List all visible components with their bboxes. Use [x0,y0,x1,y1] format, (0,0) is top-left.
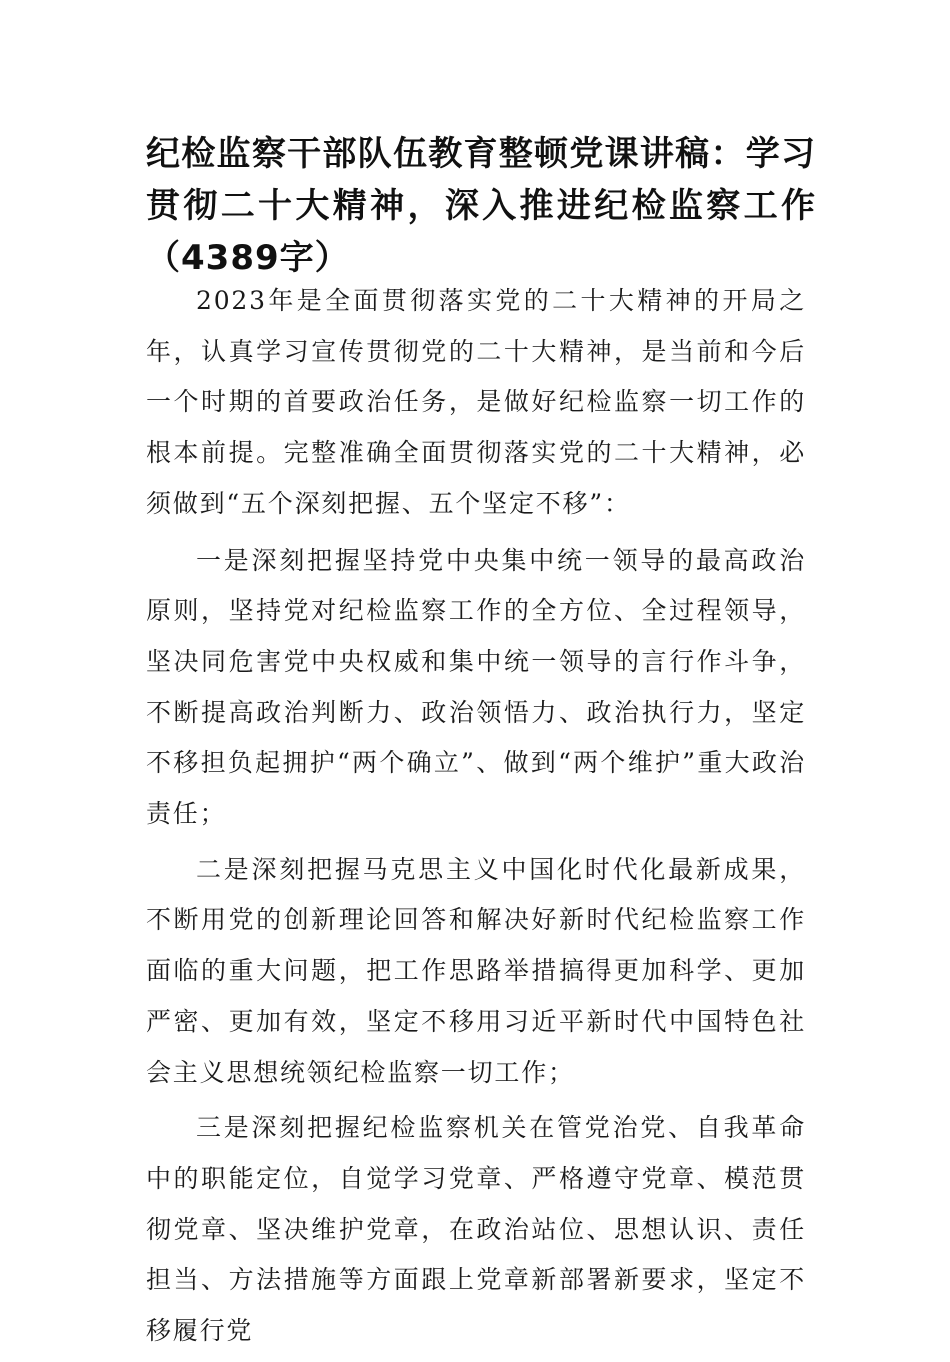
paragraph-point-one: 一是深刻把握坚持党中央集中统一领导的最高政治原则，坚持党对纪检监察工作的全方位、全过程领导，坚决同危害党中央权威和集中统一领导的言行作斗争，不断提高政治判断力、政治领悟力、政治执行力，坚定不移担负起拥护“两个确立”、做到“两个维护”重大政治责任； [146,545,806,829]
paragraph-point-two: 二是深刻把握马克思主义中国化时代化最新成果，不断用党的创新理论回答和解决好新时代纪检监察工作面临的重大问题，把工作思路举措搞得更加科学、更加严密、更加有效，坚定不移用习近平新时代中国特色社会主义思想统领纪检监察一切工作； [146,854,806,1087]
paragraph-point-three: 三是深刻把握纪检监察机关在管党治党、自我革命中的职能定位，自觉学习党章、严格遵守党章、模范贯彻党章、坚决维护党章，在政治站位、思想认识、责任担当、方法措施等方面跟上党章新部署新要求，坚定不移履行党 [146,1113,806,1346]
paragraph-intro: 2023年是全面贯彻落实党的二十大精神的开局之年，认真学习宣传贯彻党的二十大精神，是当前和今后一个时期的首要政治任务，是做好纪检监察一切工作的根本前提。完整准确全面贯彻落实党的二十大精神，必须做到“五个深刻把握、五个坚定不移”： [146,286,806,518]
document-title: 纪检监察干部队伍教育整顿党课讲稿：学习贯彻二十大精神，深入推进纪检监察工作（4389字） [146,134,816,278]
document-body [146,276,806,1362]
